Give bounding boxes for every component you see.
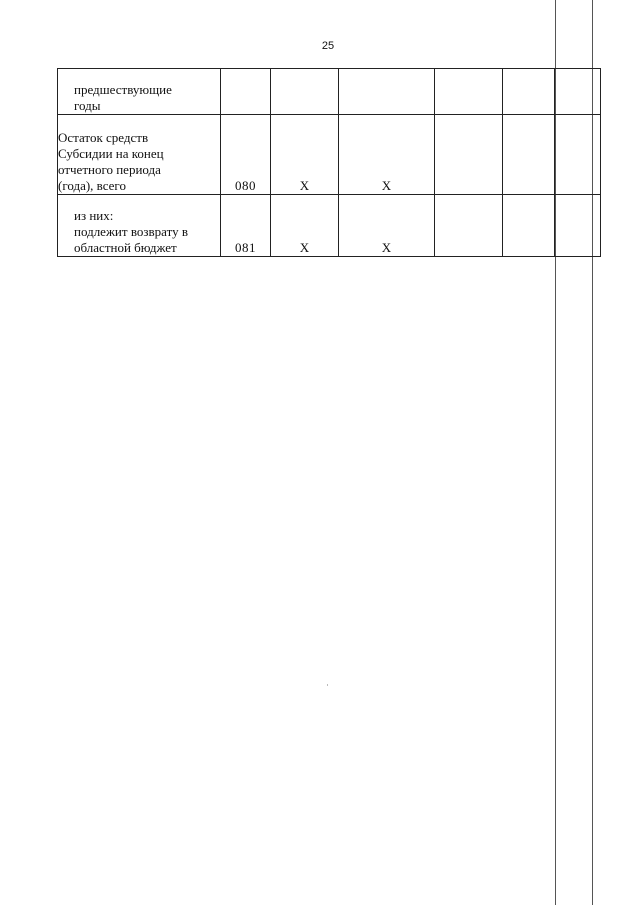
line-code-cell: 081	[221, 195, 271, 257]
value-cell	[555, 115, 601, 195]
label-line: Остаток средств	[58, 130, 149, 145]
label-line: из них:	[74, 208, 114, 223]
table-row	[58, 195, 601, 257]
report-table	[57, 68, 601, 257]
label-line: отчетного периода	[58, 162, 161, 177]
page-number: 25	[321, 40, 335, 52]
label-line: годы	[74, 98, 101, 113]
value-cell	[339, 69, 435, 115]
row-label	[58, 195, 221, 257]
x-mark-cell: X	[271, 115, 339, 195]
x-mark-cell: X	[339, 195, 435, 257]
value-cell	[435, 195, 503, 257]
label-line: (года), всего	[58, 178, 126, 193]
table-row	[58, 69, 601, 115]
x-mark-cell: X	[271, 195, 339, 257]
label-line: подлежит возврату в	[74, 224, 188, 239]
table-row	[58, 115, 601, 195]
line-code-cell: 080	[221, 115, 271, 195]
value-cell	[555, 69, 601, 115]
value-cell	[435, 115, 503, 195]
value-cell	[503, 115, 555, 195]
x-mark-cell: X	[339, 115, 435, 195]
value-cell	[271, 69, 339, 115]
label-line: Субсидии на конец	[58, 146, 164, 161]
value-cell	[555, 195, 601, 257]
scan-speck	[327, 684, 328, 686]
line-code-cell	[221, 69, 271, 115]
label-line: предшествующие	[74, 82, 172, 97]
value-cell	[503, 195, 555, 257]
label-line: областной бюджет	[74, 240, 177, 255]
row-label	[58, 69, 221, 115]
value-cell	[503, 69, 555, 115]
row-label	[58, 115, 221, 195]
value-cell	[435, 69, 503, 115]
